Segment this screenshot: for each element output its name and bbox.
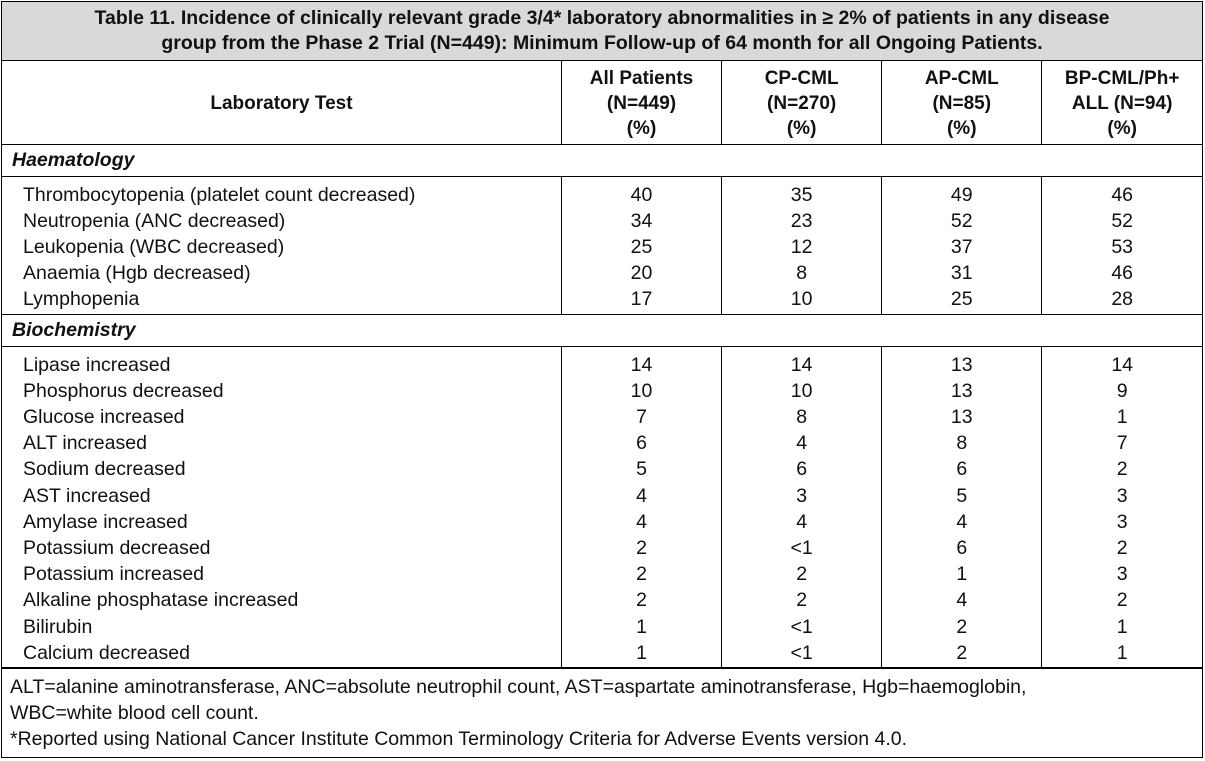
table-row xyxy=(2,535,1202,561)
all-patients-cell: 4 xyxy=(561,483,721,509)
ap-cml-cell: 25 xyxy=(882,286,1042,314)
cp-cml-cell: 8 xyxy=(722,260,882,286)
bp-cml-cell: 14 xyxy=(1042,346,1202,378)
table-row xyxy=(2,640,1202,668)
section-label-biochemistry: Biochemistry xyxy=(2,314,1202,346)
header-line: (N=85) xyxy=(932,92,992,114)
all-patients-cell: 10 xyxy=(561,378,721,404)
footnote-abbreviations: ALT=alanine aminotransferase, ANC=absolute neutrophil count, AST=aspartate aminotransferase, Hgb=haemoglobin, xyxy=(10,675,1027,698)
table-footnotes xyxy=(2,668,1202,752)
test-name-cell: Anaemia (Hgb decreased) xyxy=(23,262,251,285)
all-patients-cell: 2 xyxy=(561,587,721,613)
header-line: (%) xyxy=(786,117,817,139)
table-row xyxy=(2,234,1202,260)
table-row xyxy=(2,378,1202,404)
test-name-cell: Glucose increased xyxy=(23,405,185,428)
header-line: (%) xyxy=(1107,117,1137,139)
all-patients-cell: 20 xyxy=(561,260,721,286)
cp-cml-cell: 23 xyxy=(722,208,882,234)
cp-cml-cell: 35 xyxy=(722,176,882,208)
all-patients-cell: 34 xyxy=(561,208,721,234)
header-line: CP-CML xyxy=(764,67,839,89)
header-line: (N=449) xyxy=(606,92,677,114)
header-line: (N=270) xyxy=(767,92,837,114)
bp-cml-cell: 52 xyxy=(1042,208,1202,234)
bp-cml-cell: 3 xyxy=(1042,483,1202,509)
bp-cml-cell: 1 xyxy=(1042,640,1202,668)
ap-cml-cell: 4 xyxy=(882,509,1042,535)
table-row xyxy=(2,208,1202,234)
all-patients-cell: 1 xyxy=(561,614,721,640)
table-caption xyxy=(2,2,1202,61)
caption-line-1: Table 11. Incidence of clinically relevant grade 3/4* laboratory abnormalities in ≥ 2% of patients in any disease xyxy=(94,7,1110,29)
header-line: (%) xyxy=(626,117,657,139)
bp-cml-cell: 46 xyxy=(1042,176,1202,208)
table-row xyxy=(2,286,1202,314)
table-row xyxy=(2,346,1202,378)
ap-cml-cell: 2 xyxy=(882,614,1042,640)
table-row xyxy=(2,260,1202,286)
all-patients-cell: 7 xyxy=(561,404,721,430)
ap-cml-cell: 13 xyxy=(882,378,1042,404)
all-patients-cell: 4 xyxy=(561,509,721,535)
all-patients-cell: 6 xyxy=(561,430,721,456)
all-patients-cell: 5 xyxy=(561,456,721,482)
section-row-biochemistry xyxy=(2,314,1202,346)
test-name-cell: ALT increased xyxy=(23,432,147,455)
table-row xyxy=(2,404,1202,430)
caption-line-2: group from the Phase 2 Trial (N=449): Minimum Follow-up of 64 month for all Ongoing Patients. xyxy=(161,32,1043,54)
ap-cml-cell: 49 xyxy=(882,176,1042,208)
table-row xyxy=(2,614,1202,640)
bp-cml-cell: 2 xyxy=(1042,456,1202,482)
lab-abnormalities-table-container xyxy=(1,1,1203,758)
all-patients-cell: 14 xyxy=(561,346,721,378)
bp-cml-cell: 7 xyxy=(1042,430,1202,456)
ap-cml-cell: 8 xyxy=(882,430,1042,456)
header-all-patients xyxy=(561,61,721,144)
test-name-cell: Alkaline phosphatase increased xyxy=(23,589,299,612)
ap-cml-cell: 6 xyxy=(882,456,1042,482)
test-name-cell: Potassium decreased xyxy=(23,536,211,559)
bp-cml-cell: 2 xyxy=(1042,587,1202,613)
cp-cml-cell: <1 xyxy=(722,535,882,561)
cp-cml-cell: <1 xyxy=(722,614,882,640)
test-name-cell: AST increased xyxy=(23,484,151,507)
table-row xyxy=(2,430,1202,456)
test-name-cell: Phosphorus decreased xyxy=(23,379,224,402)
cp-cml-cell: 2 xyxy=(722,587,882,613)
lab-abnormalities-table xyxy=(2,61,1202,668)
table-row xyxy=(2,176,1202,208)
header-cp-cml xyxy=(722,61,882,144)
section-label-haematology: Haematology xyxy=(2,144,1202,176)
test-name-cell: Potassium increased xyxy=(23,563,205,586)
header-line: (%) xyxy=(946,117,977,139)
ap-cml-cell: 6 xyxy=(882,535,1042,561)
ap-cml-cell: 37 xyxy=(882,234,1042,260)
cp-cml-cell: 3 xyxy=(722,483,882,509)
biochemistry-rows xyxy=(2,346,1202,667)
cp-cml-cell: 6 xyxy=(722,456,882,482)
bp-cml-cell: 3 xyxy=(1042,561,1202,587)
cp-cml-cell: 2 xyxy=(722,561,882,587)
bp-cml-cell: 1 xyxy=(1042,404,1202,430)
header-line: AP-CML xyxy=(924,67,999,89)
haematology-rows xyxy=(2,176,1202,314)
test-name-cell: Leukopenia (WBC decreased) xyxy=(23,235,285,258)
cp-cml-cell: 10 xyxy=(722,378,882,404)
bp-cml-cell: 2 xyxy=(1042,535,1202,561)
header-bp-cml xyxy=(1042,61,1202,144)
section-row-haematology xyxy=(2,144,1202,176)
ap-cml-cell: 13 xyxy=(882,404,1042,430)
ap-cml-cell: 4 xyxy=(882,587,1042,613)
cp-cml-cell: 12 xyxy=(722,234,882,260)
all-patients-cell: 1 xyxy=(561,640,721,668)
all-patients-cell: 17 xyxy=(561,286,721,314)
all-patients-cell: 2 xyxy=(561,561,721,587)
cp-cml-cell: <1 xyxy=(722,640,882,668)
all-patients-cell: 25 xyxy=(561,234,721,260)
bp-cml-cell: 9 xyxy=(1042,378,1202,404)
table-row xyxy=(2,509,1202,535)
header-line: BP-CML/Ph+ xyxy=(1064,67,1180,89)
table-row xyxy=(2,561,1202,587)
all-patients-cell: 40 xyxy=(561,176,721,208)
test-name-cell: Calcium decreased xyxy=(2,640,561,668)
ap-cml-cell: 1 xyxy=(882,561,1042,587)
cp-cml-cell: 14 xyxy=(722,346,882,378)
test-name-cell: Neutropenia (ANC decreased) xyxy=(23,209,286,232)
header-ap-cml xyxy=(882,61,1042,144)
cp-cml-cell: 8 xyxy=(722,404,882,430)
cp-cml-cell: 4 xyxy=(722,430,882,456)
cp-cml-cell: 4 xyxy=(722,509,882,535)
footnote-ctcae: *Reported using National Cancer Institute Common Terminology Criteria for Adverse Events version 4.0. xyxy=(10,727,908,750)
test-name-cell: Sodium decreased xyxy=(23,458,186,481)
header-line: All Patients xyxy=(589,67,694,89)
ap-cml-cell: 2 xyxy=(882,640,1042,668)
table-row xyxy=(2,456,1202,482)
table-row xyxy=(2,483,1202,509)
bp-cml-cell: 3 xyxy=(1042,509,1202,535)
bp-cml-cell: 46 xyxy=(1042,260,1202,286)
ap-cml-cell: 31 xyxy=(882,260,1042,286)
cp-cml-cell: 10 xyxy=(722,286,882,314)
ap-cml-cell: 5 xyxy=(882,483,1042,509)
bp-cml-cell: 28 xyxy=(1042,286,1202,314)
test-name-cell: Amylase increased xyxy=(23,510,188,533)
header-row xyxy=(2,61,1202,144)
test-name-cell: Thrombocytopenia (platelet count decreased) xyxy=(23,183,416,206)
header-line: ALL (N=94) xyxy=(1071,92,1173,114)
header-laboratory-test: Laboratory Test xyxy=(2,61,561,144)
footnote-abbreviations-cont: WBC=white blood cell count. xyxy=(10,701,259,724)
bp-cml-cell: 53 xyxy=(1042,234,1202,260)
bp-cml-cell: 1 xyxy=(1042,614,1202,640)
all-patients-cell: 2 xyxy=(561,535,721,561)
test-name-cell: Lymphopenia xyxy=(2,286,561,314)
test-name-cell: Bilirubin xyxy=(23,615,93,638)
table-row xyxy=(2,587,1202,613)
test-name-cell: Lipase increased xyxy=(23,353,171,376)
ap-cml-cell: 13 xyxy=(882,346,1042,378)
ap-cml-cell: 52 xyxy=(882,208,1042,234)
